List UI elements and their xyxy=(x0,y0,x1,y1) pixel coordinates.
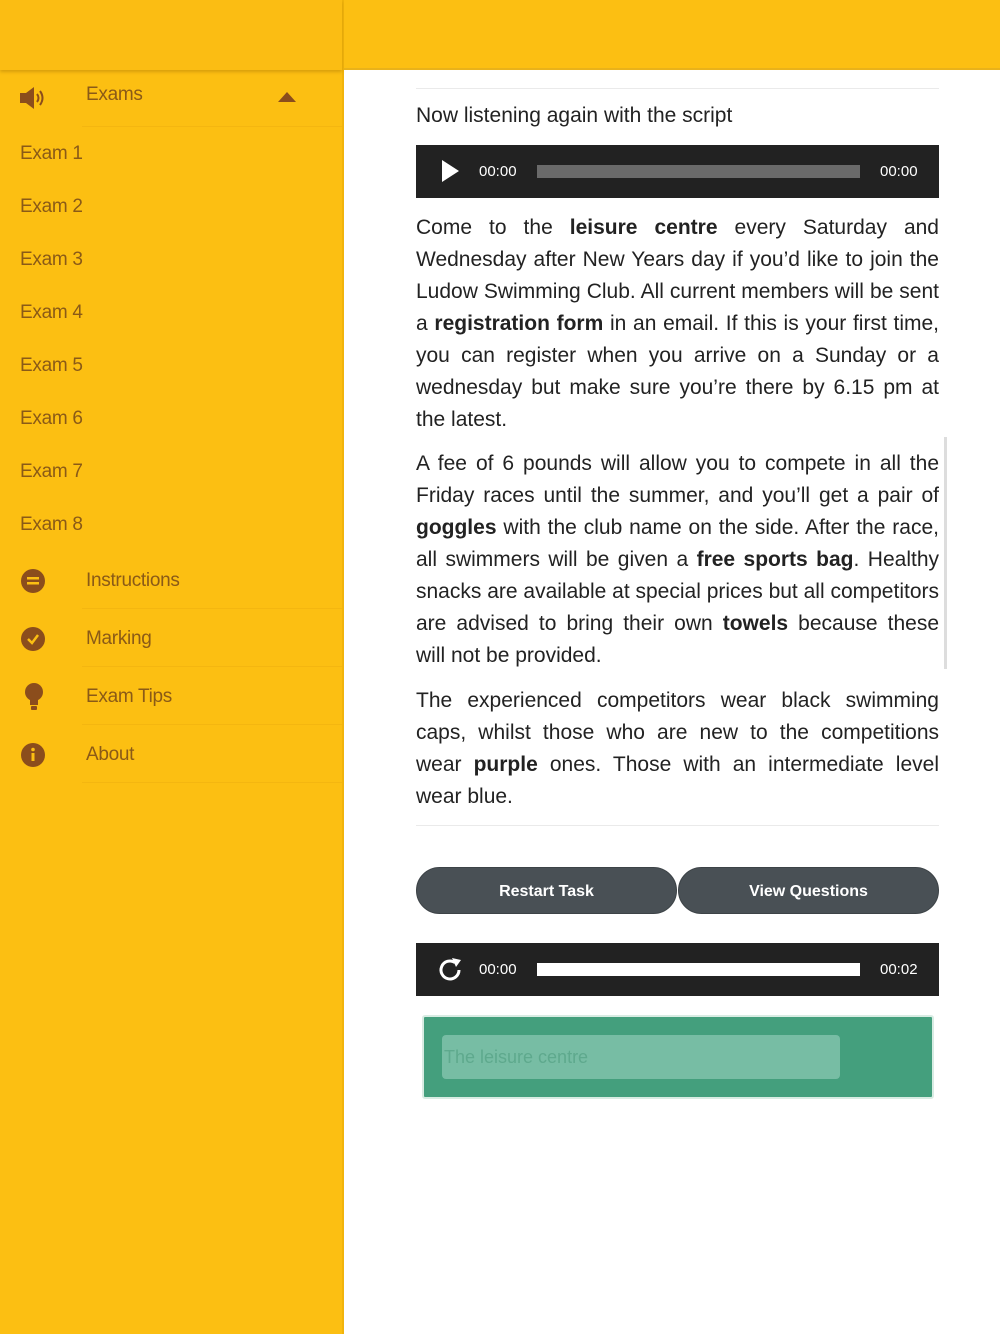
volume-icon xyxy=(20,86,48,110)
sidebar-item-about[interactable] xyxy=(0,725,342,783)
audio-player-answer xyxy=(416,943,939,996)
sidebar-item-exam-5[interactable] xyxy=(0,339,342,392)
sidebar-item-exam-4[interactable] xyxy=(0,286,342,339)
keyword-highlight: purple xyxy=(473,753,538,776)
script-text: Come to the xyxy=(416,216,570,239)
current-time: 00:00 xyxy=(479,163,517,180)
sidebar-item-exam-2[interactable] xyxy=(0,180,342,233)
exam-label: Exam 2 xyxy=(20,196,83,217)
top-bar xyxy=(344,0,1000,70)
sidebar-item-exam-3[interactable] xyxy=(0,233,342,286)
scrollbar[interactable] xyxy=(944,437,947,669)
view-questions-button[interactable]: View Questions xyxy=(678,867,939,914)
top-divider xyxy=(416,88,939,89)
script-text: because these will not be provided. xyxy=(416,612,939,667)
script-text: A fee of 6 pounds will allow you to compete in all the Friday races until the summer, and you’ll get a pair of xyxy=(416,452,939,507)
lightbulb-icon xyxy=(24,683,44,711)
script-text: in an email. If this is your first time, you can register when you arrive on a Sunday or a wednesday but make sure you’re there by 6.15 pm at the latest. xyxy=(416,312,939,431)
exam-label: Exam 3 xyxy=(20,249,83,270)
replay-icon[interactable] xyxy=(438,957,464,983)
sidebar-item-exam-tips[interactable] xyxy=(0,667,342,725)
progress-fill xyxy=(537,963,860,976)
script-paragraph xyxy=(416,212,939,436)
script-paragraph xyxy=(416,448,939,672)
sidebar-nav xyxy=(0,0,344,1334)
sidebar-item-marking[interactable] xyxy=(0,609,342,667)
duration-time: 00:02 xyxy=(880,961,918,978)
progress-track[interactable] xyxy=(537,165,860,178)
info-icon xyxy=(21,743,45,767)
divider xyxy=(82,782,342,783)
script-text: . Healthy snacks are available at special prices but all competitors are advised to bring their own xyxy=(416,548,939,635)
instructions-label: Instructions xyxy=(86,570,180,591)
sidebar-exams-toggle[interactable] xyxy=(0,70,342,127)
intro-text: Now listening again with the script xyxy=(416,104,733,127)
check-circle-icon xyxy=(21,627,45,651)
script-paragraph xyxy=(416,685,939,813)
restart-task-button[interactable]: Restart Task xyxy=(416,867,677,914)
bottom-divider xyxy=(416,825,939,826)
exam-label: Exam 4 xyxy=(20,302,83,323)
answer-box xyxy=(422,1015,934,1099)
list-icon xyxy=(21,569,45,593)
sidebar-header xyxy=(0,0,342,70)
duration-time: 00:00 xyxy=(880,163,918,180)
exam-label: Exam 8 xyxy=(20,514,83,535)
script-text: with the club name on the side. After the race, all swimmers will be given a xyxy=(416,516,939,571)
main-content xyxy=(416,88,939,978)
sidebar-item-instructions[interactable] xyxy=(0,551,342,609)
marking-label: Marking xyxy=(86,628,152,649)
about-label: About xyxy=(86,744,135,765)
exam-label: Exam 5 xyxy=(20,355,83,376)
progress-track[interactable] xyxy=(537,963,860,976)
audio-player xyxy=(416,145,939,198)
sidebar-item-exam-1[interactable] xyxy=(0,127,342,180)
keyword-highlight: registration form xyxy=(434,312,604,335)
exam-tips-label: Exam Tips xyxy=(86,686,172,707)
exam-label: Exam 1 xyxy=(20,143,83,164)
exam-label: Exam 7 xyxy=(20,461,83,482)
sidebar-item-exam-6[interactable] xyxy=(0,392,342,445)
sidebar-exams-label: Exams xyxy=(86,84,143,105)
caret-up-icon[interactable] xyxy=(278,92,296,102)
script-text: ones. Those with an intermediate level wear blue. xyxy=(416,753,939,808)
script-text: every Saturday and Wednesday after New Years day if you’d like to join the Ludow Swimming Club. All current members will be sent a xyxy=(416,216,939,335)
keyword-highlight: goggles xyxy=(416,516,497,539)
answer-input[interactable] xyxy=(442,1035,840,1079)
sidebar-item-exam-7[interactable] xyxy=(0,445,342,498)
current-time: 00:00 xyxy=(479,961,517,978)
script-text: The experienced competitors wear black swimming caps, whilst those who are new to the competitions wear xyxy=(416,689,939,776)
keyword-highlight: leisure centre xyxy=(569,216,718,239)
keyword-highlight: free sports bag xyxy=(696,548,854,571)
exam-label: Exam 6 xyxy=(20,408,83,429)
keyword-highlight: towels xyxy=(722,612,789,635)
play-icon[interactable] xyxy=(440,160,460,182)
sidebar-item-exam-8[interactable] xyxy=(0,498,342,551)
